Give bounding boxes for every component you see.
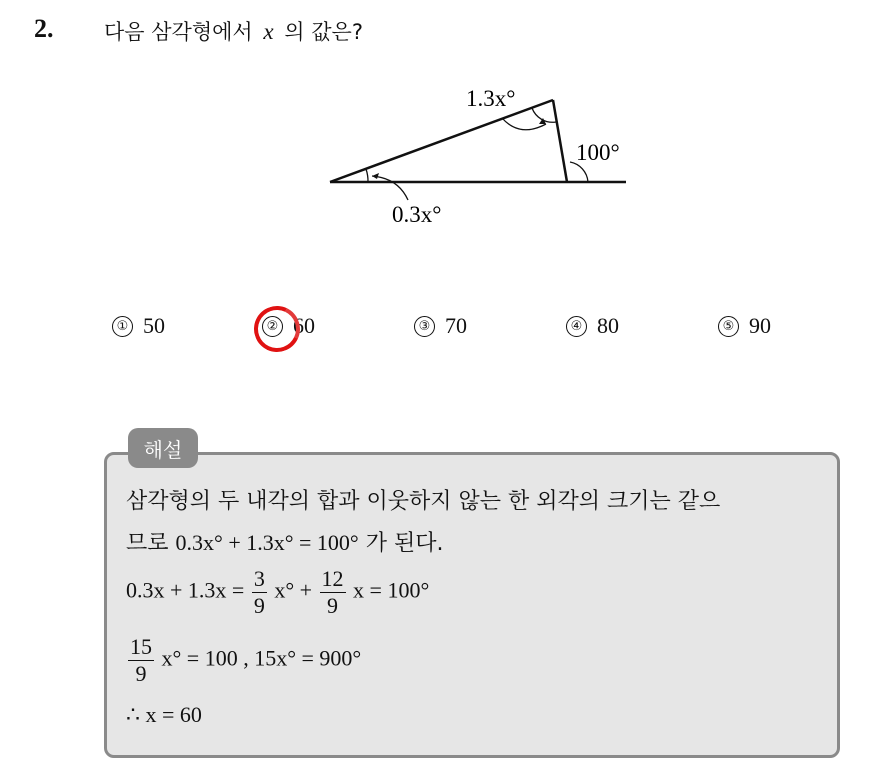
- choice-3-marker: ③: [414, 316, 435, 337]
- solution-fraction-3-num: 15: [130, 634, 152, 659]
- triangle-right-side: [553, 100, 567, 182]
- choice-5[interactable]: [718, 313, 771, 339]
- solution-line-2: [126, 526, 443, 557]
- question-variable: x: [263, 19, 274, 44]
- solution-line-3-mid: x° +: [274, 577, 313, 603]
- solution-line-2-end: 가 된다.: [365, 531, 444, 556]
- solution-line-2-text: 므로: [126, 531, 169, 556]
- choice-2-value: 60: [293, 313, 315, 338]
- solution-fraction-2-num: 12: [321, 566, 344, 591]
- solution-line-2-math: 0.3x° + 1.3x° = 100°: [175, 530, 359, 555]
- choice-3-value: 70: [445, 313, 467, 338]
- answer-mark-circle: [248, 300, 307, 359]
- label-bottom-angle: 0.3x°: [392, 202, 442, 227]
- solution-fraction-1-den: 9: [253, 593, 265, 618]
- solution-fraction-1: [252, 566, 267, 619]
- arrow-bottom-label: [372, 176, 408, 200]
- solution-fraction-2: [320, 566, 346, 619]
- solution-fraction-2-den: 9: [327, 593, 339, 618]
- arrow-bottom-head: [372, 173, 379, 179]
- solution-line-3-lhs: 0.3x + 1.3x =: [126, 577, 245, 603]
- choice-4-value: 80: [597, 313, 619, 338]
- choice-5-value: 90: [749, 313, 771, 338]
- angle-arc-left: [366, 169, 368, 182]
- solution-line-3: [126, 566, 429, 619]
- solution-tab: 해설: [128, 428, 198, 468]
- question-text-before: 다음 삼각형에서: [104, 20, 253, 44]
- label-exterior-angle: 100°: [576, 140, 620, 165]
- choice-3[interactable]: [414, 313, 467, 339]
- choice-1[interactable]: [112, 313, 165, 339]
- question-text-after: 의 값은?: [284, 20, 363, 44]
- choice-5-marker: ⑤: [718, 316, 739, 337]
- answer-choices: [0, 313, 884, 349]
- choice-1-marker: ①: [112, 316, 133, 337]
- solution-fraction-3-den: 9: [135, 661, 147, 686]
- solution-line-5: ∴ x = 60: [126, 702, 202, 727]
- solution-fraction-1-num: 3: [253, 566, 265, 591]
- solution-line-4-rhs: x° = 100 , 15x° = 900°: [161, 645, 362, 671]
- label-top-angle: 1.3x°: [466, 86, 516, 111]
- solution-line-3-rhs: x = 100°: [353, 577, 430, 603]
- angle-arc-exterior: [570, 162, 588, 182]
- solution-fraction-3: [128, 634, 154, 687]
- choice-2-marker: ②: [262, 316, 283, 337]
- solution-line-1: 삼각형의 두 내각의 합과 이웃하지 않는 한 외각의 크기는 같으: [126, 489, 721, 514]
- solution-line-4: [126, 634, 361, 687]
- choice-4[interactable]: [566, 313, 619, 339]
- choice-4-marker: ④: [566, 316, 587, 337]
- question-number: 2.: [34, 14, 54, 43]
- triangle-figure: [0, 0, 884, 260]
- triangle-left-side: [330, 100, 553, 182]
- choice-1-value: 50: [143, 313, 165, 338]
